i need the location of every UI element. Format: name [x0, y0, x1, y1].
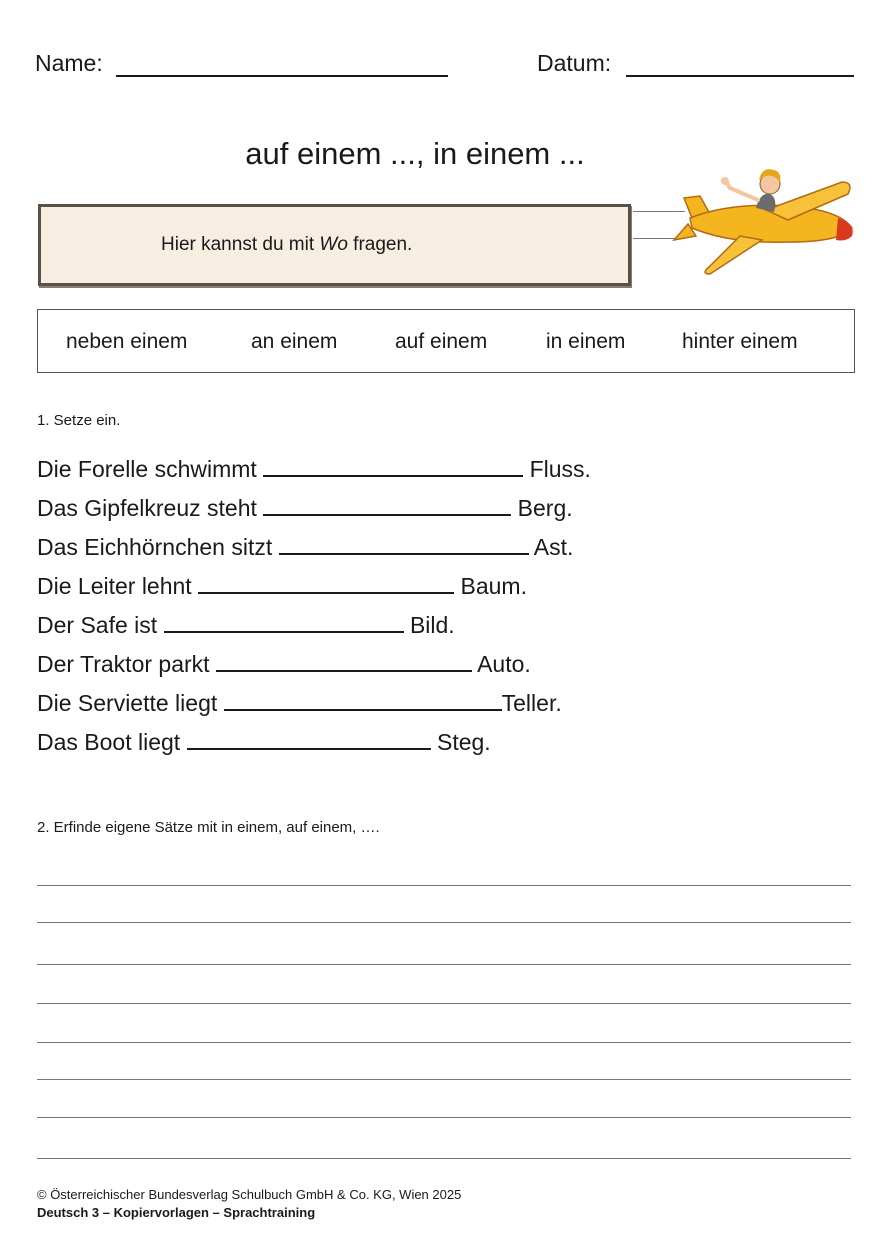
fill-in-blank[interactable] — [263, 457, 523, 477]
date-label: Datum: — [537, 50, 612, 76]
sentence-row: Die Serviette liegt Teller. — [37, 690, 562, 716]
sentence-row: Der Safe ist Bild. — [37, 612, 455, 638]
footer-copyright: © Österreichischer Bundesverlag Schulbuch GmbH & Co. KG, Wien 2025 — [37, 1187, 462, 1202]
sentence-row: Der Traktor parkt Auto. — [37, 651, 531, 677]
task-2-instruction: 2. Erfinde eigene Sätze mit in einem, auf einem, …. — [37, 819, 380, 836]
fill-in-blank[interactable] — [198, 574, 454, 594]
word-box — [37, 309, 855, 373]
fill-in-blank[interactable] — [263, 496, 511, 516]
fill-in-blank[interactable] — [224, 691, 502, 711]
fill-in-blank[interactable] — [279, 535, 529, 555]
word-option: in einem — [546, 330, 626, 353]
sentence-row: Die Leiter lehnt Baum. — [37, 573, 527, 599]
writing-line[interactable] — [37, 1079, 851, 1080]
name-input-line[interactable] — [116, 75, 448, 77]
writing-line[interactable] — [37, 1117, 851, 1118]
writing-line[interactable] — [37, 1158, 851, 1159]
sentence-row: Das Gipfelkreuz steht Berg. — [37, 495, 573, 521]
writing-line[interactable] — [37, 1003, 851, 1004]
sentence-row: Die Forelle schwimmt Fluss. — [37, 456, 591, 482]
date-input-line[interactable] — [626, 75, 854, 77]
name-label: Name: — [35, 50, 103, 76]
writing-line[interactable] — [37, 885, 851, 886]
word-option: auf einem — [395, 330, 488, 353]
page-title: auf einem ..., in einem ... — [245, 136, 585, 171]
footer-series: Deutsch 3 – Kopiervorlagen – Sprachtraining — [37, 1205, 316, 1220]
sentence-row: Das Boot liegt Steg. — [37, 729, 491, 755]
word-option: hinter einem — [682, 330, 798, 353]
hint-banner — [38, 204, 631, 286]
writing-line[interactable] — [37, 1042, 851, 1043]
writing-line[interactable] — [37, 922, 851, 923]
fill-in-blank[interactable] — [164, 613, 404, 633]
airplane-with-child-icon — [670, 162, 860, 280]
word-option: an einem — [251, 330, 338, 353]
banner-text: Hier kannst du mit Wo fragen. — [161, 234, 413, 255]
fill-in-blank[interactable] — [187, 730, 431, 750]
fill-in-blank[interactable] — [216, 652, 472, 672]
word-option: neben einem — [66, 330, 188, 353]
writing-line[interactable] — [37, 964, 851, 965]
task-1-instruction: 1. Setze ein. — [37, 412, 121, 429]
sentence-row: Das Eichhörnchen sitzt Ast. — [37, 534, 574, 560]
